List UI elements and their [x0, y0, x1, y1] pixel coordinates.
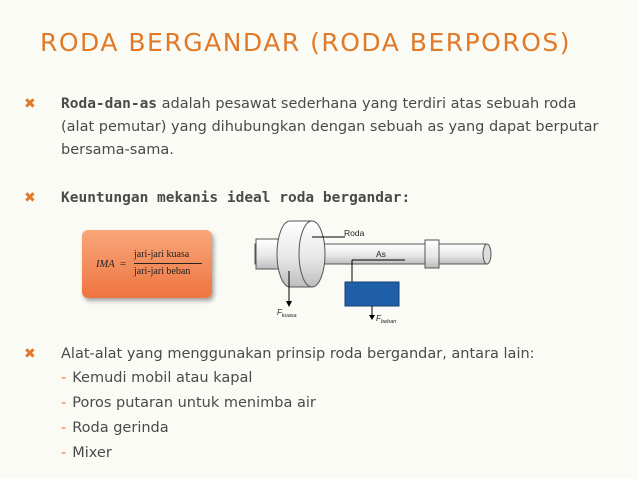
bullet-applications — [24, 343, 614, 367]
wheel-front — [299, 221, 325, 287]
x-mark-icon: ✖ — [24, 190, 36, 206]
x-mark-icon: ✖ — [24, 346, 36, 362]
ima-equals: = — [120, 259, 126, 270]
ima-numerator: jari-jari kuasa — [134, 249, 190, 260]
f-beban-arrowhead — [369, 315, 375, 320]
roda-label: Roda — [344, 228, 365, 238]
dash-marker: - — [61, 370, 67, 386]
axle-collar-left — [256, 239, 278, 269]
load-box — [345, 282, 399, 306]
f-beban-label: $F_{beban}$ — [376, 314, 397, 325]
f-kuasa-arrowhead — [286, 301, 292, 307]
term-roda-dan-as: Roda-dan-as — [61, 96, 158, 112]
definition-text: adalah pesawat sederhana yang terdiri atas sebuah roda (alat pemutar) yang dihubungkan dengan sebuah as yang dapat berputar bersama-sama. — [61, 96, 599, 158]
dash-marker: - — [61, 395, 67, 411]
list-item — [61, 417, 169, 439]
dash-marker: - — [61, 420, 67, 436]
axle-end — [483, 244, 491, 264]
dash-marker: - — [61, 445, 67, 461]
ima-label: IMA — [96, 259, 115, 270]
f-kuasa-label: $F_{kuasa}$ — [277, 308, 297, 319]
list-item — [61, 442, 112, 464]
slide-title: RODA BERGANDAR (RODA BERPOROS) — [40, 28, 572, 57]
list-item — [61, 392, 316, 414]
applications-text: Alat-alat yang menggunakan prinsip roda bergandar, antara lain: — [61, 346, 535, 362]
list-item-label: Kemudi mobil atau kapal — [72, 370, 253, 386]
ima-heading-text: Keuntungan mekanis ideal roda bergandar: — [61, 190, 411, 206]
list-item-label: Mixer — [72, 445, 112, 461]
ima-denominator: jari-jari beban — [134, 266, 191, 277]
as-label: As — [376, 249, 386, 259]
x-mark-icon: ✖ — [24, 96, 36, 112]
axle-collar-right — [425, 240, 439, 268]
list-item-label: Roda gerinda — [72, 420, 169, 436]
list-item — [61, 367, 252, 389]
list-item-label: Poros putaran untuk menimba air — [72, 395, 316, 411]
